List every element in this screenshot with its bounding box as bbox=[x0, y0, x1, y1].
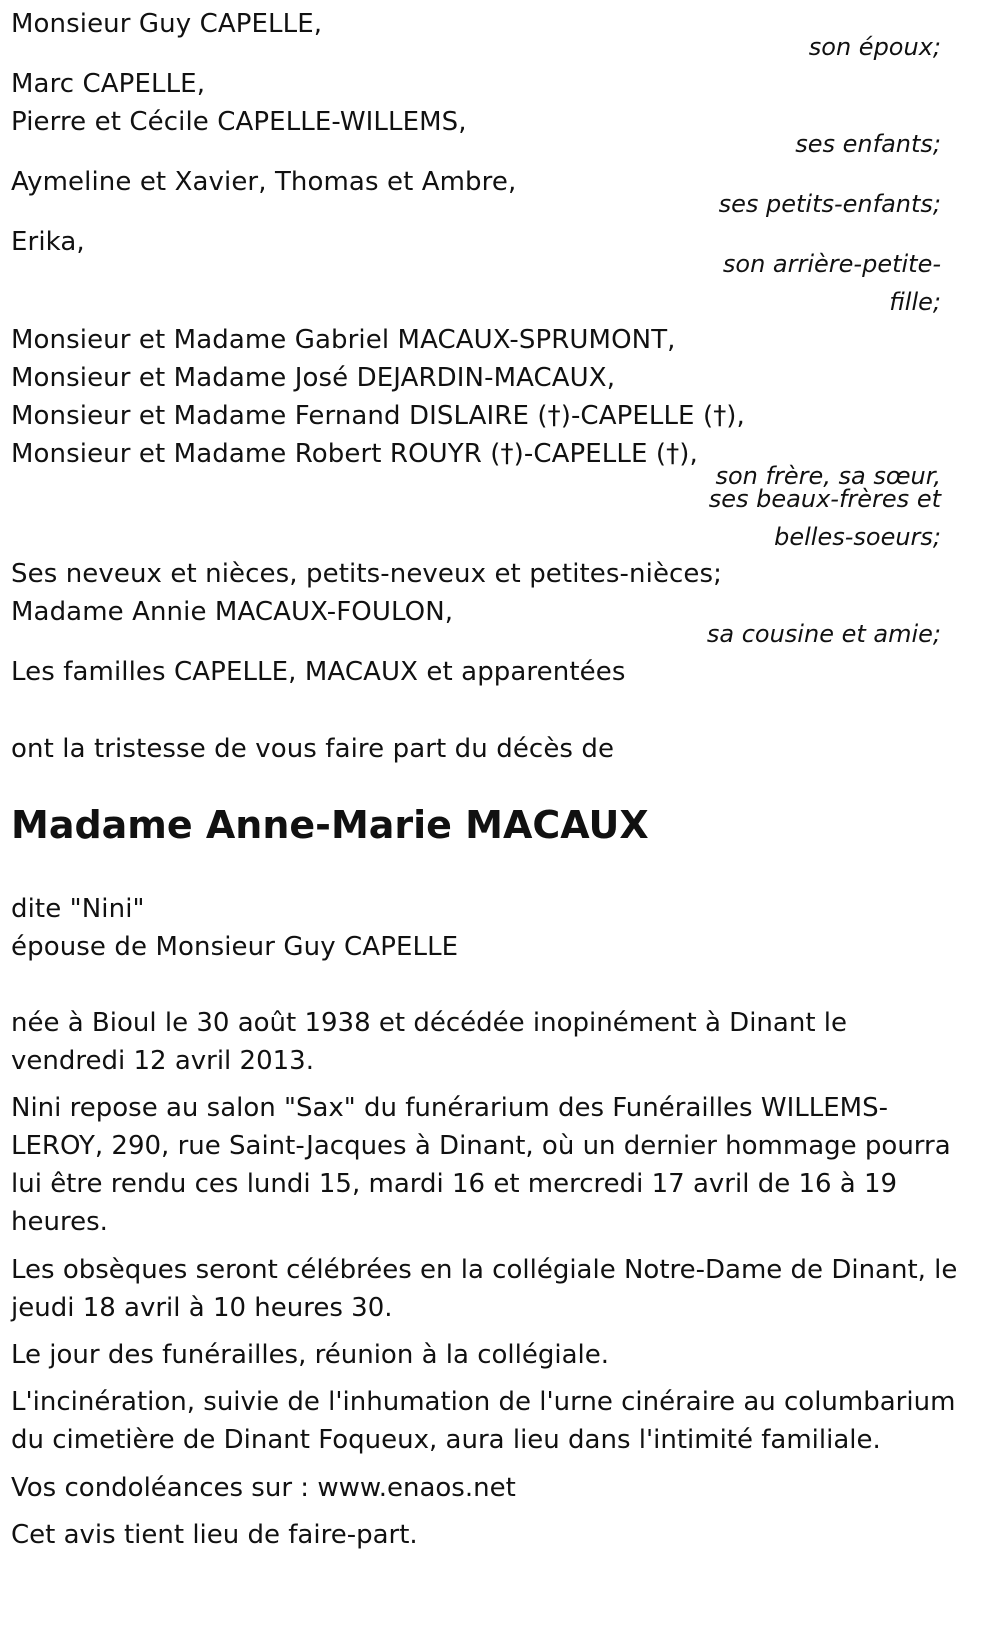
spouse-line: épouse de Monsieur Guy CAPELLE bbox=[11, 932, 459, 962]
nickname-line: dite "Nini" bbox=[11, 894, 145, 924]
condolences-line: Vos condoléances sur : www.enaos.net bbox=[11, 1473, 516, 1503]
family-role: son arrière-petite- bbox=[722, 250, 941, 278]
family-role: son frère, sa sœur, bbox=[715, 462, 941, 490]
birth-death-paragraph: née à Bioul le 30 août 1938 et décédée inopinément à Dinant le vendredi 12 avril 2013. bbox=[11, 1008, 847, 1076]
family-line: Monsieur et Madame Gabriel MACAUX-SPRUMONT, bbox=[11, 325, 676, 355]
family-line: Marc CAPELLE, bbox=[11, 69, 206, 99]
family-line: Erika, bbox=[11, 227, 85, 257]
family-line: Madame Annie MACAUX-FOULON, bbox=[11, 597, 454, 627]
cremation-paragraph: L'incinération, suivie de l'inhumation de l'urne cinéraire au columbarium du cimetière de Dinant Foqueux, aura lieu dans l'intimité familiale. bbox=[11, 1387, 956, 1455]
family-role: ses enfants; bbox=[795, 130, 941, 158]
deceased-name: Madame Anne-Marie MACAUX bbox=[11, 803, 649, 847]
family-line: Monsieur et Madame José DEJARDIN-MACAUX, bbox=[11, 363, 616, 393]
family-line: Monsieur et Madame Robert ROUYR (†)-CAPELLE (†), bbox=[11, 439, 698, 469]
meeting-paragraph: Le jour des funérailles, réunion à la collégiale. bbox=[11, 1340, 609, 1370]
family-line: Pierre et Cécile CAPELLE-WILLEMS, bbox=[11, 107, 467, 137]
family-role: fille; bbox=[889, 288, 941, 316]
family-role: ses beaux-frères et bbox=[708, 485, 941, 513]
family-line: Les familles CAPELLE, MACAUX et apparentées bbox=[11, 657, 626, 687]
closing-line: Cet avis tient lieu de faire-part. bbox=[11, 1520, 418, 1550]
family-line: Monsieur et Madame Fernand DISLAIRE (†)-CAPELLE (†), bbox=[11, 401, 745, 431]
family-role: sa cousine et amie; bbox=[706, 620, 941, 648]
family-line: Aymeline et Xavier, Thomas et Ambre, bbox=[11, 167, 517, 197]
family-role: son époux; bbox=[808, 33, 941, 61]
family-role: ses petits-enfants; bbox=[718, 190, 941, 218]
family-line: Monsieur Guy CAPELLE, bbox=[11, 9, 323, 39]
announcement-line: ont la tristesse de vous faire part du décès de bbox=[11, 734, 615, 764]
family-role: belles-soeurs; bbox=[774, 523, 941, 551]
funeral-service-paragraph: Les obsèques seront célébrées en la collégiale Notre-Dame de Dinant, le jeudi 18 avril à 10 heures 30. bbox=[11, 1255, 958, 1323]
family-line: Ses neveux et nièces, petits-neveux et petites-nièces; bbox=[11, 559, 723, 589]
funerarium-paragraph: Nini repose au salon "Sax" du funérarium des Funérailles WILLEMS-LEROY, 290, rue Saint-Jacques à Dinant, où un dernier hommage pourra lui être rendu ces lundi 15, mardi 16 et mercredi 17 avril de 16 à 19 heures. bbox=[11, 1093, 951, 1237]
